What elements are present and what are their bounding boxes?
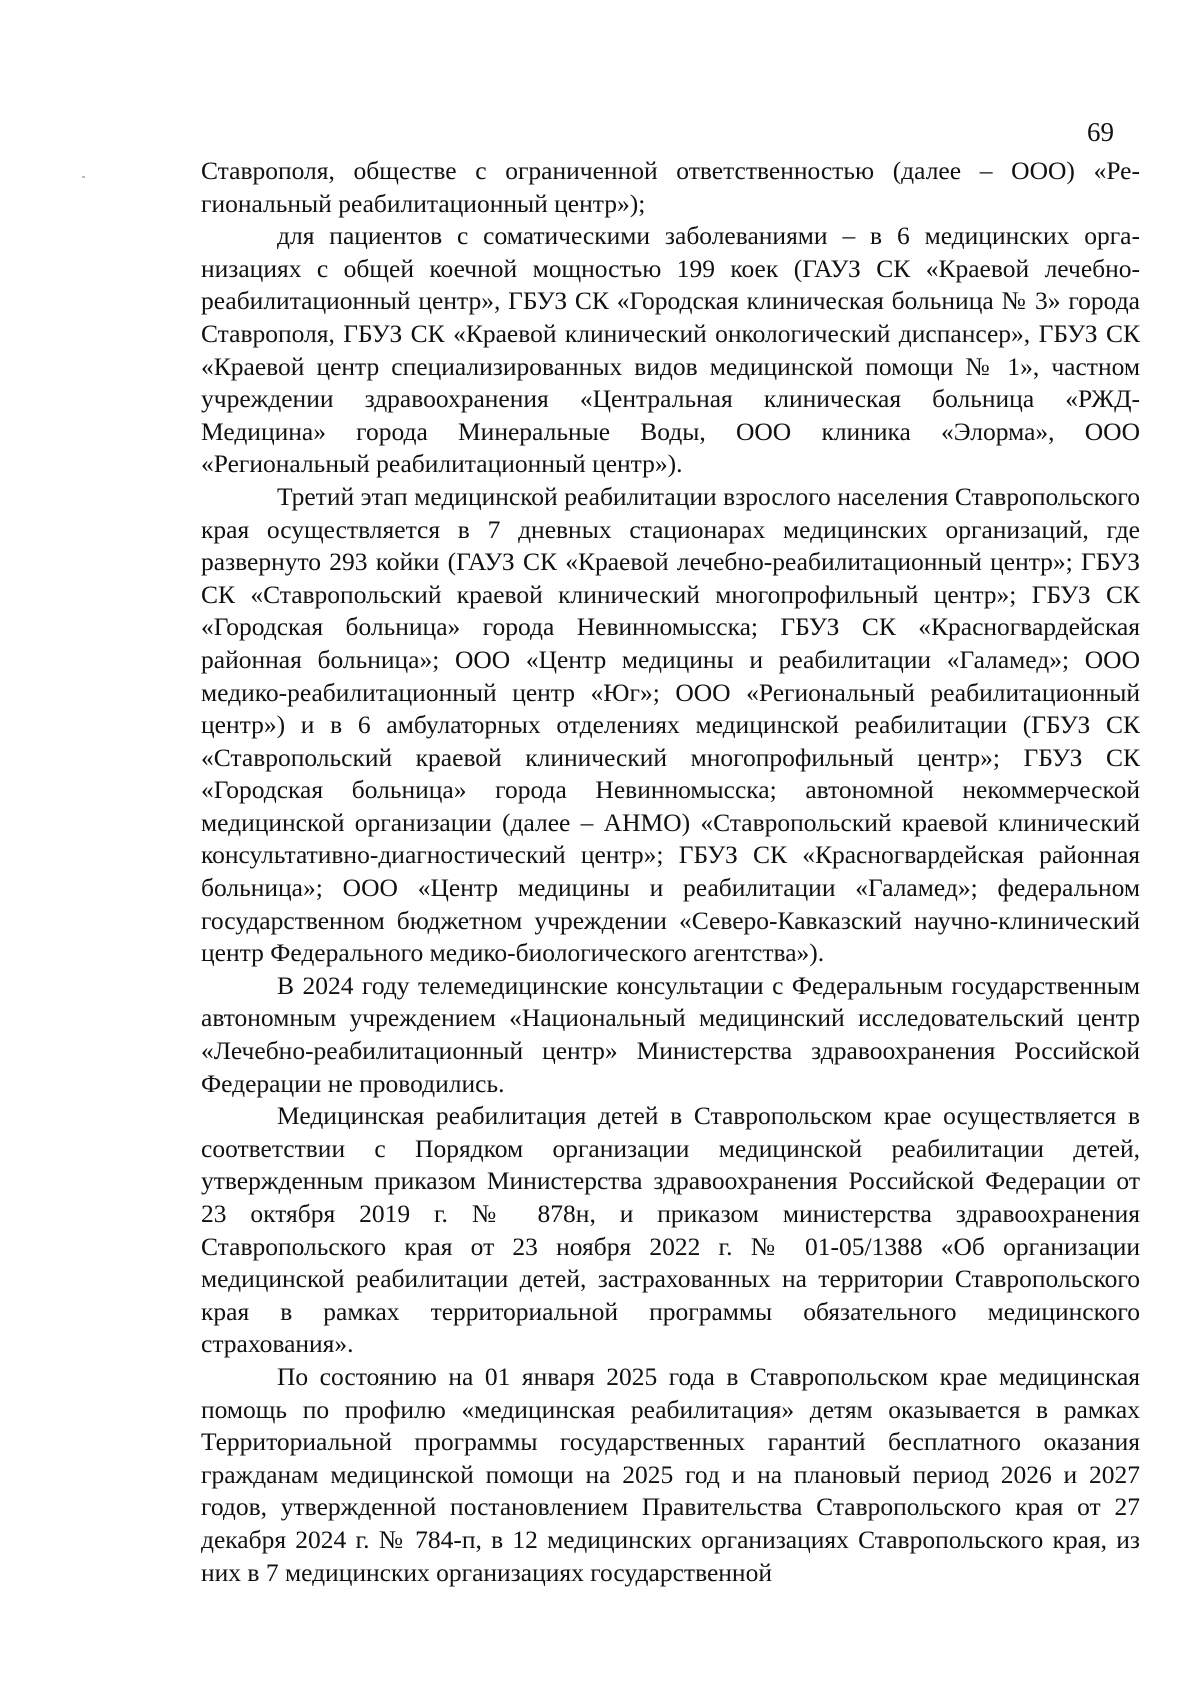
- paragraph-somatic-patients: для пациентов с соматическими заболеваниями – в 6 медицинских организациях с общей коечной мощностью 199 коек (ГАУЗ СК «Краевой лечебно-реабилитационный центр», ГБУЗ СК «Городская клиническая больница № 3» города Ставрополя, ГБУЗ СК «Краевой клинический онкологический диспансер», ГБУЗ СК «Краевой центр специализированных видов медицинской помощи № 1», частном учреждении здравоохранения «Центральная клиническая больница «РЖД-Медицина» города Минеральные Воды, ООО клиника «Элорма», ООО «Региональный реабилитационный центр»).: [201, 221, 1140, 479]
- document-body: [201, 155, 1140, 1589]
- paragraph-status-2025: По состоянию на 01 января 2025 года в Ставропольском крае медицинская помощь по профилю «медицинская реабилитация» детям оказывается в рамках Территориальной программы государственных гарантий бесплатного оказания гражданам медицинской помощи на 2025 год и на плановый период 2026 и 2027 годов, утвержденной постановлением Правительства Ставропольского края от 27 декабря 2024 г. № 784-п, в 12 медицинских организациях Ставропольского края, из них в 7 медицинских организациях государственной: [201, 1361, 1140, 1587]
- scan-speck: [82, 176, 85, 178]
- paragraph-telemedicine-2024: В 2024 году телемедицинские консультации с Федеральным государственным автономным учреждением «Национальный медицинский исследовательский центр «Лечебно-реабилитационный центр» Министерства здравоохранения Российской Федерации не проводились.: [201, 970, 1140, 1098]
- page-number: 69: [1087, 117, 1114, 147]
- paragraph-continuation: Ставрополя, обществе с ограниченной ответственностью (далее – ООО) «Региональный реабилитационный центр»);: [201, 156, 1140, 218]
- paragraph-children-rehabilitation: Медицинская реабилитация детей в Ставропольском крае осуществляется в соответствии с Порядком организации медицинской реабилитации детей, утвержденным приказом Министерства здравоохранения Российской Федерации от 23 октября 2019 г. № 878н, и приказом министерства здравоохранения Ставропольского края от 23 ноября 2022 г. № 01-05/1388 «Об организации медицинской реабилитации детей, застрахованных на территории Ставропольского края в рамках территориальной программы обязательного медицинского страхования».: [201, 1101, 1140, 1359]
- paragraph-third-stage-rehabilitation: Третий этап медицинской реабилитации взрослого населения Ставропольского края осуществляется в 7 дневных стационарах медицинских организаций, где развернуто 293 койки (ГАУЗ СК «Краевой лечебно-реабилитационный центр»; ГБУЗ СК «Ставропольский краевой клинический многопрофильный центр»; ГБУЗ СК «Городская больница» города Невинномысска; ГБУЗ СК «Красногвардейская районная больница»; ООО «Центр медицины и реабилитации «Галамед»; ООО медико-реабилитационный центр «Юг»; ООО «Региональный реабилитационный центр») и в 6 амбулаторных отделениях медицинской реабилитации (ГБУЗ СК «Ставропольский краевой клинический многопрофильный центр»; ГБУЗ СК «Городская больница» города Невинномысска; автономной некоммерческой медицинской организации (далее – АНМО) «Ставропольский краевой клинический консультативно-диагностический центр»; ГБУЗ СК «Красногвардейская районная больница»; ООО «Центр медицины и реабилитации «Галамед»; федеральном государственном бюджетном учреждении «Северо-Кавказский научно-клинический центр Федерального медико-биологического агентства»).: [201, 481, 1140, 968]
